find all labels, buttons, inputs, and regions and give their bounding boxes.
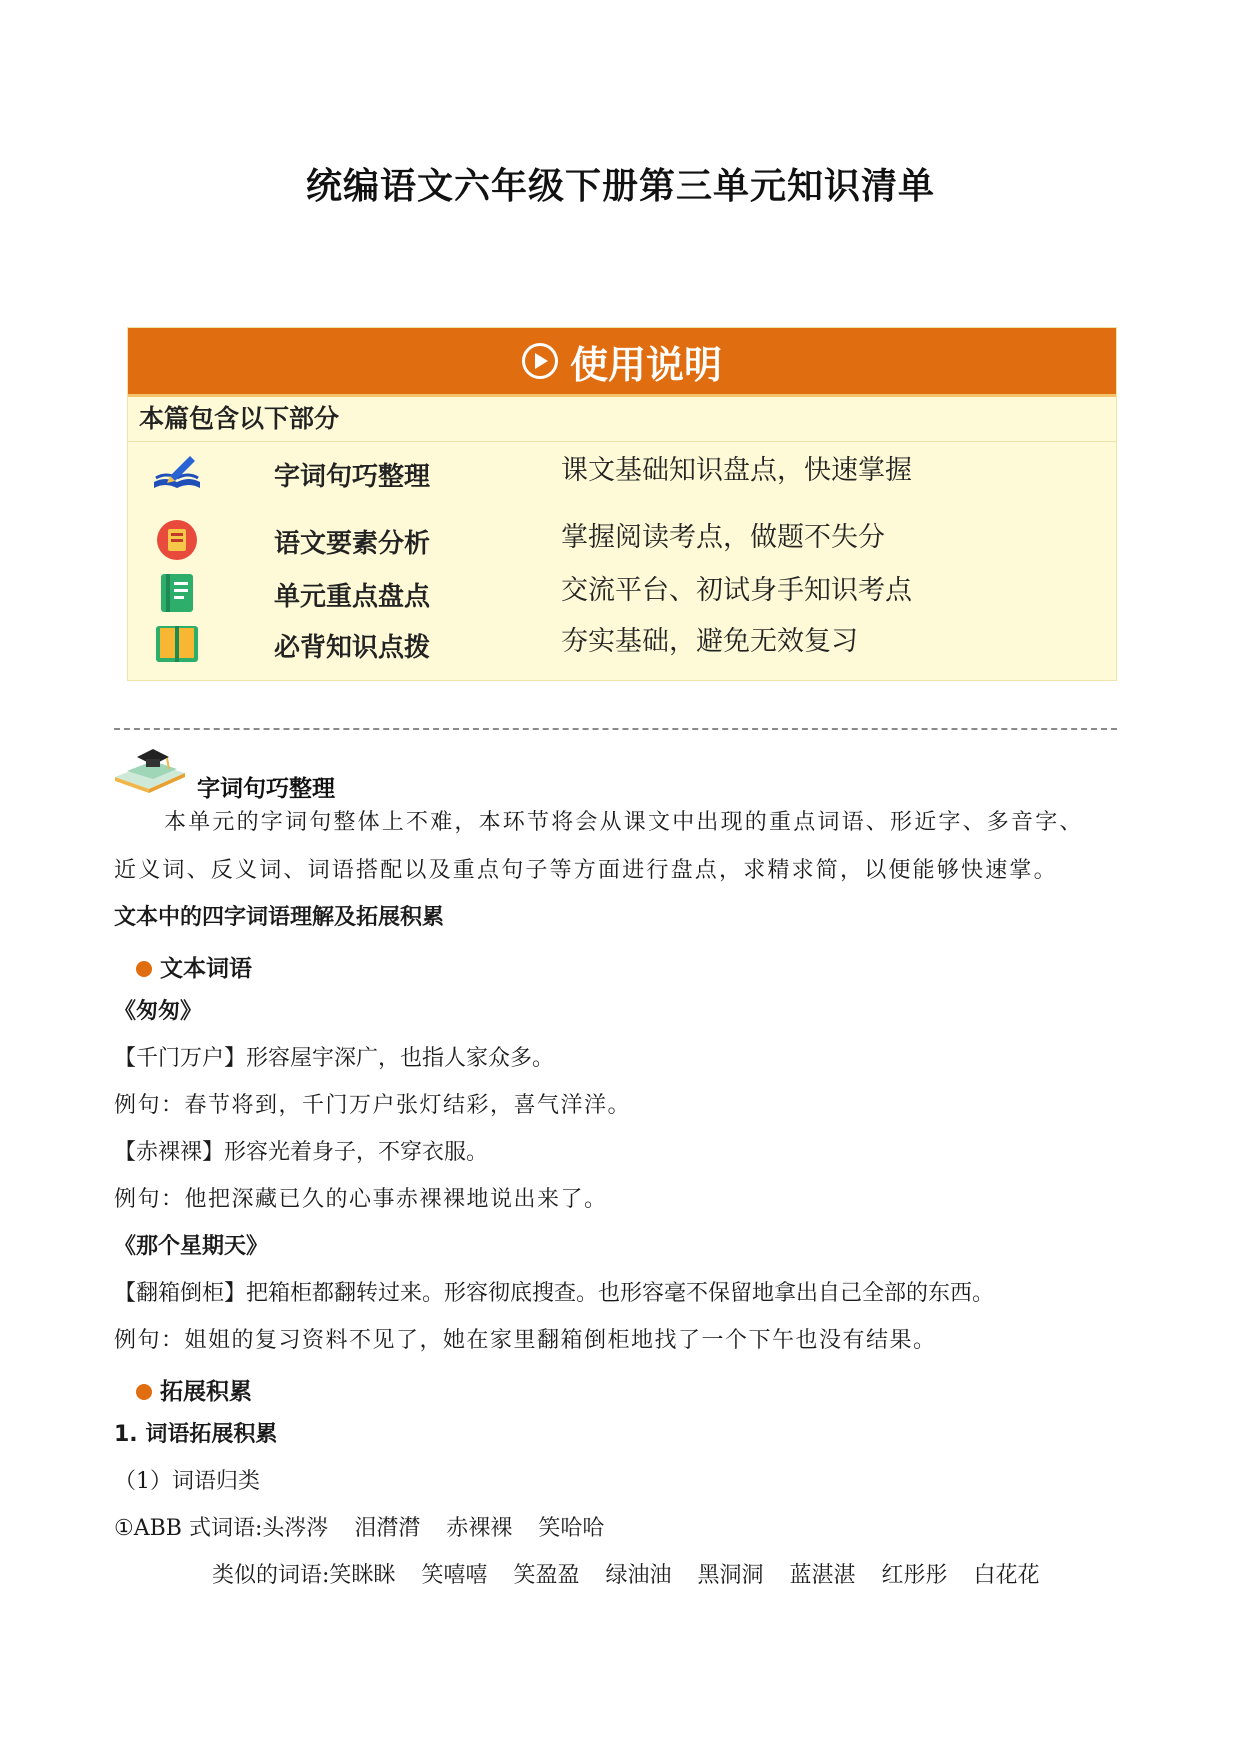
word-entry: 【千门万户】形容屋宇深广，也指人家众多。 (114, 1046, 555, 1071)
abb-word-list (114, 1514, 1124, 1544)
dashed-divider (114, 728, 1117, 730)
word-item: 绿油油 (605, 1563, 672, 1588)
word-entry: 【翻箱倒柜】把箱柜都翻转过来。形容彻底搜查。也形容毫不保留地拿出自己全部的东西。 (114, 1281, 995, 1306)
word-item: 笑嘻嘻 (421, 1563, 488, 1588)
page-title: 统编语文六年级下册第三单元知识清单 (305, 166, 935, 207)
word-item: 黑洞洞 (697, 1563, 764, 1588)
word-item: 笑盈盈 (513, 1563, 580, 1588)
guide-row-desc: 课文基础知识盘点，快速掌握 (561, 455, 912, 486)
example-sentence: 例句：春节将到，千门万户张灯结彩，喜气洋洋。 (114, 1093, 632, 1118)
similar-word-list (212, 1561, 1132, 1591)
bullet-heading-text: 文本词语 (160, 956, 252, 982)
word-entry: 【赤裸裸】形容光着身子，不穿衣服。 (114, 1140, 489, 1165)
notebook-circle-icon (150, 517, 204, 563)
bullet-heading (136, 950, 252, 983)
bullet-heading (136, 1373, 252, 1406)
green-book-icon (150, 570, 204, 616)
graduation-cap-books-icon (113, 743, 187, 799)
abb-label: ①ABB 式词语: (114, 1516, 263, 1541)
word-item: 笑哈哈 (538, 1516, 605, 1541)
play-circle-icon (522, 343, 558, 379)
guide-row (128, 446, 1116, 502)
guide-row-name: 语文要素分析 (274, 529, 431, 559)
word-item: 笑眯眯 (329, 1563, 396, 1588)
usage-guide-header (128, 328, 1116, 397)
guide-row (128, 617, 1116, 673)
guide-row (128, 513, 1116, 569)
guide-row-name: 字词句巧整理 (274, 462, 431, 492)
bullet-dot-icon (136, 1384, 152, 1400)
similar-label: 类似的词语: (212, 1563, 330, 1588)
example-sentence: 例句：他把深藏已久的心事赤裸裸地说出来了。 (114, 1187, 608, 1212)
word-item: 白花花 (973, 1563, 1040, 1588)
word-item: 赤裸裸 (446, 1516, 513, 1541)
subsection-label: （1）词语归类 (114, 1469, 260, 1494)
pen-book-icon (150, 450, 204, 496)
bullet-dot-icon (136, 961, 152, 977)
text-title: 《匆匆》 (114, 999, 203, 1024)
guide-row-name: 单元重点盘点 (274, 582, 431, 612)
guide-row-desc: 夯实基础，避免无效复习 (561, 626, 858, 657)
intro-text: 本单元的字词句整体上不难，本环节将会从课文中出现的重点词语、形近字、多音字、 (164, 810, 1084, 835)
word-item: 头涔涔 (262, 1516, 329, 1541)
guide-row-name: 必背知识点拨 (274, 633, 431, 663)
example-sentence: 例句：姐姐的复习资料不见了，她在家里翻箱倒柜地找了一个下午也没有结果。 (114, 1328, 937, 1353)
word-item: 蓝湛湛 (789, 1563, 856, 1588)
usage-guide-panel (127, 327, 1117, 681)
guide-row-desc: 掌握阅读考点，做题不失分 (561, 522, 885, 553)
bullet-heading-text: 拓展积累 (160, 1379, 252, 1405)
section-title: 字词句巧整理 (197, 776, 335, 802)
guide-row-desc: 交流平台、初试身手知识考点 (561, 575, 912, 606)
usage-guide-title: 使用说明 (569, 342, 722, 387)
content-heading: 文本中的四字词语理解及拓展积累 (114, 905, 445, 930)
word-item: 红彤彤 (881, 1563, 948, 1588)
guide-row (128, 566, 1116, 622)
text-title: 《那个星期天》 (114, 1234, 269, 1259)
subsection-heading: 1. 词语拓展积累 (114, 1422, 278, 1447)
usage-guide-subheader: 本篇包含以下部分 (128, 397, 1116, 442)
intro-text: 近义词、反义词、词语搭配以及重点句子等方面进行盘点，求精求简，以便能够快速掌。 (114, 858, 1058, 883)
open-book-icon (150, 621, 204, 667)
word-item: 泪潸潸 (354, 1516, 421, 1541)
